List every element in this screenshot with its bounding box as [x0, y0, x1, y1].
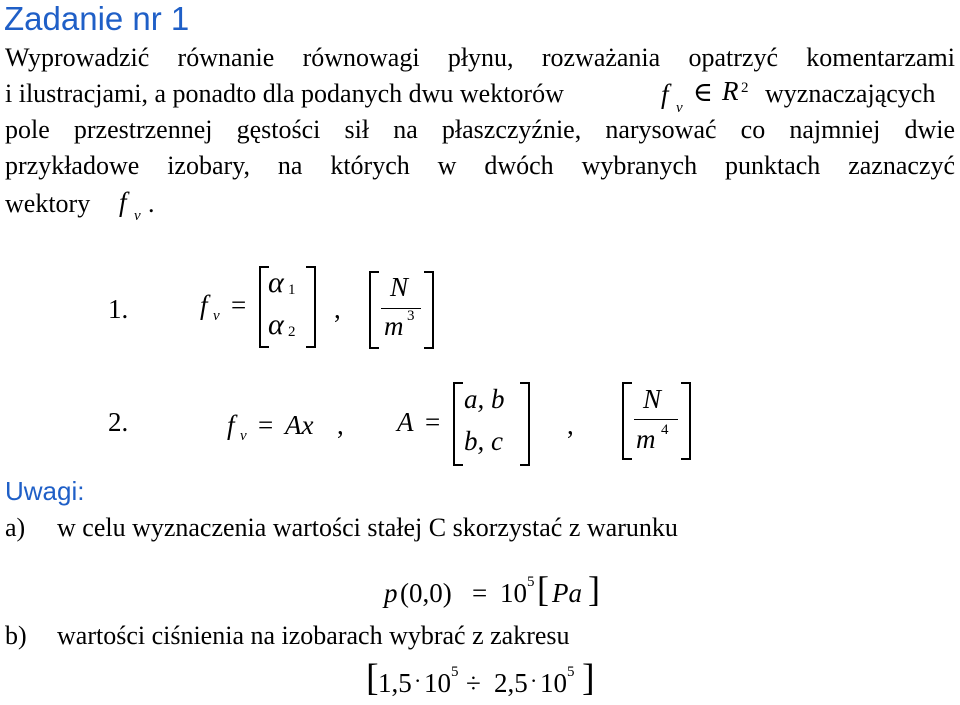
pressure-arguments: (0,0): [400, 578, 452, 608]
case-1-unit-numerator: N: [390, 272, 409, 302]
range-lower-exponent: 5: [451, 664, 459, 680]
case-1-unit-exponent: 3: [407, 308, 415, 324]
case-2-matrix-name: A: [397, 407, 414, 437]
pressure-equals: =: [472, 578, 488, 608]
vector-f: f: [119, 187, 127, 217]
page-title: Zadanie nr 1: [4, 0, 190, 37]
case-2-matrix-row-1: a, b: [464, 384, 505, 414]
case-2-number: 2.: [108, 407, 129, 437]
note-b-label: b): [5, 621, 27, 650]
case-1-alpha-2-sub: 2: [288, 324, 296, 340]
case-2-unit-exponent: 4: [661, 422, 669, 438]
intro-line-3: pole przestrzennej gęstości sił na płaszczyźnie, narysować co najmniej dwie: [5, 115, 955, 144]
case-2-matrix-equals: =: [425, 407, 441, 437]
case-1-alpha-1-sub: 1: [288, 282, 296, 298]
intro-line-5: [5, 186, 155, 224]
case-2-f-sub: v: [240, 428, 247, 444]
case-2-equals: =: [258, 410, 274, 440]
case-2-unit-bracket-right: [681, 382, 691, 460]
case-2-comma-2: ,: [567, 410, 574, 440]
case-2-f: f: [227, 410, 235, 440]
unit-bracket-right: ]: [588, 569, 600, 609]
range-upper-exponent: 5: [567, 664, 575, 680]
intro-line-2-text: i ilustracjami, a ponadto dla podanych dwu wektorów: [5, 79, 564, 108]
pressure-exponent: 5: [527, 574, 535, 590]
note-a-label: a): [5, 513, 26, 542]
range-lower-base: 10: [424, 668, 451, 698]
notes-heading: Uwagi:: [5, 476, 85, 506]
case-1-equals: =: [231, 290, 247, 320]
pressure-unit: Pa: [552, 578, 582, 608]
intro-line-4: przykładowe izobary, na których w dwóch wybranych punktach zaznaczyć: [5, 151, 955, 180]
case-1-unit-bracket-left: [369, 271, 379, 349]
case-1-number: 1.: [108, 294, 129, 324]
vector-f-sub: v: [134, 208, 141, 224]
element-of-symbol: ∈: [693, 77, 713, 107]
intro-line-5-dot: .: [148, 189, 155, 218]
case-1-bracket-right: [306, 266, 316, 348]
case-1-unit-fraction-bar: [381, 308, 421, 309]
case-2-comma-1: ,: [337, 410, 344, 440]
case-2-unit-fraction-bar: [634, 419, 678, 420]
multiplication-dot: ·: [414, 668, 422, 693]
multiplication-dot: ·: [530, 668, 538, 693]
case-2-matrix-row-2: b, c: [464, 426, 503, 456]
intro-line-2: [5, 76, 955, 116]
case-1-unit-denominator: m: [384, 311, 404, 341]
case-1-alpha-2: α: [268, 308, 284, 341]
case-1-unit-bracket-right: [424, 271, 434, 349]
note-b-text: wartości ciśnienia na izobarach wybrać z zakresu: [57, 621, 570, 650]
intro-line-5-text: wektory: [5, 189, 91, 218]
range-upper-mantissa: 2,5: [494, 668, 528, 698]
range-separator: ÷: [466, 668, 481, 698]
vector-f-sub: v: [676, 100, 683, 116]
case-2-rhs: Ax: [285, 410, 314, 440]
case-1-alpha-1: α: [268, 266, 284, 299]
real-space-exponent: 2: [741, 80, 749, 96]
range-bracket-left: [: [366, 657, 379, 699]
real-space-R: R: [722, 76, 739, 106]
case-2-matrix-bracket-right: [520, 382, 530, 466]
intro-line-1: Wyprowadzić równanie równowagi płynu, rozważania opatrzyć komentarzami: [5, 43, 955, 72]
vector-f: f: [661, 79, 669, 109]
case-2-unit-numerator: N: [643, 384, 662, 414]
note-a-text: w celu wyznaczenia wartości stałej C skorzystać z warunku: [57, 513, 678, 542]
range-bracket-right: ]: [582, 657, 595, 699]
intro-line-2-end: wyznaczających: [765, 79, 936, 108]
pressure-base: 10: [500, 578, 527, 608]
range-lower-mantissa: 1,5: [378, 668, 412, 698]
case-2-unit-bracket-left: [622, 382, 632, 460]
pressure-symbol: p: [384, 578, 398, 608]
unit-bracket-left: [: [537, 569, 549, 609]
case-2-unit-denominator: m: [636, 424, 656, 454]
case-1-f-sub: v: [213, 308, 220, 324]
range-upper-base: 10: [540, 668, 567, 698]
case-1-f: f: [200, 290, 208, 320]
case-1-comma: ,: [334, 294, 341, 324]
case-2-matrix-bracket-left: [453, 382, 463, 466]
